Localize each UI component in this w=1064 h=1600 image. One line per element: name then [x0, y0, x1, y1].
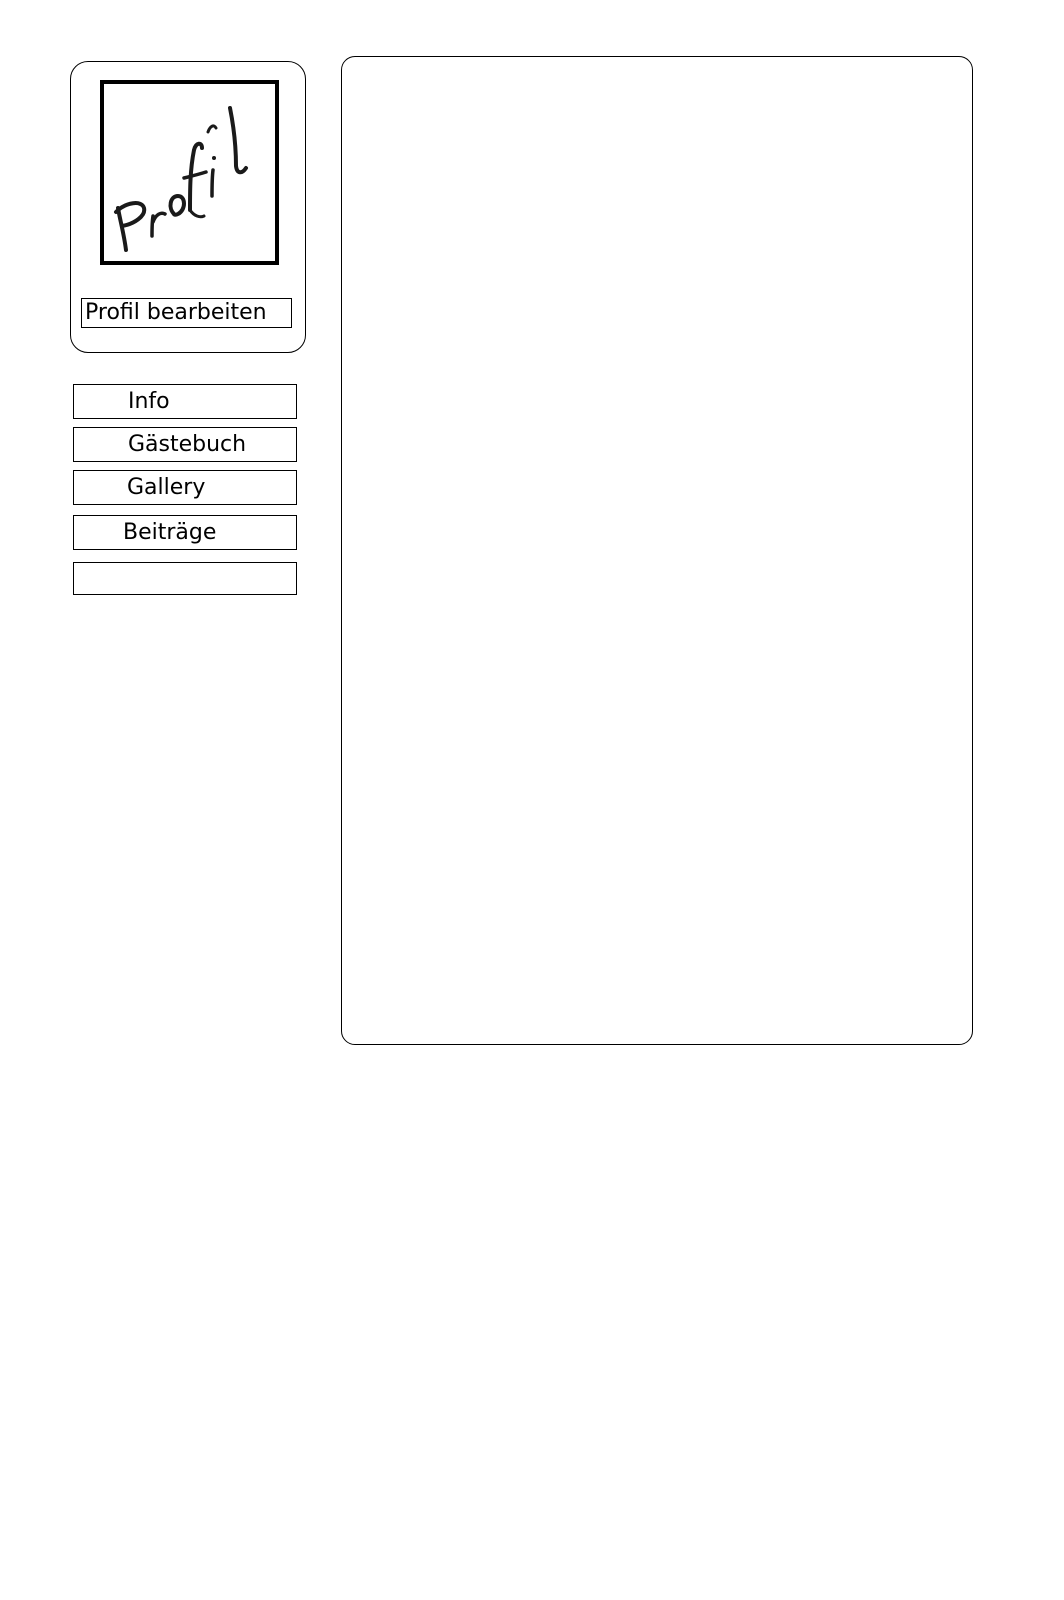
nav-button-gallery-label: Gallery	[127, 475, 206, 500]
profile-photo	[100, 80, 279, 265]
nav-button-guestbook-label: Gästebuch	[128, 432, 247, 457]
nav-button-empty[interactable]	[73, 562, 297, 595]
nav-button-gallery[interactable]	[73, 470, 297, 505]
nav-button-info-label: Info	[128, 389, 170, 414]
nav-button-info[interactable]	[73, 384, 297, 419]
profile-handwriting-image	[104, 84, 275, 261]
edit-profile-button[interactable]: Profil bearbeiten	[81, 298, 292, 328]
profile-card	[70, 61, 306, 353]
nav-button-guestbook[interactable]	[73, 427, 297, 462]
nav-button-posts[interactable]	[73, 515, 297, 550]
nav-button-posts-label: Beiträge	[123, 520, 217, 545]
content-panel	[341, 56, 973, 1045]
